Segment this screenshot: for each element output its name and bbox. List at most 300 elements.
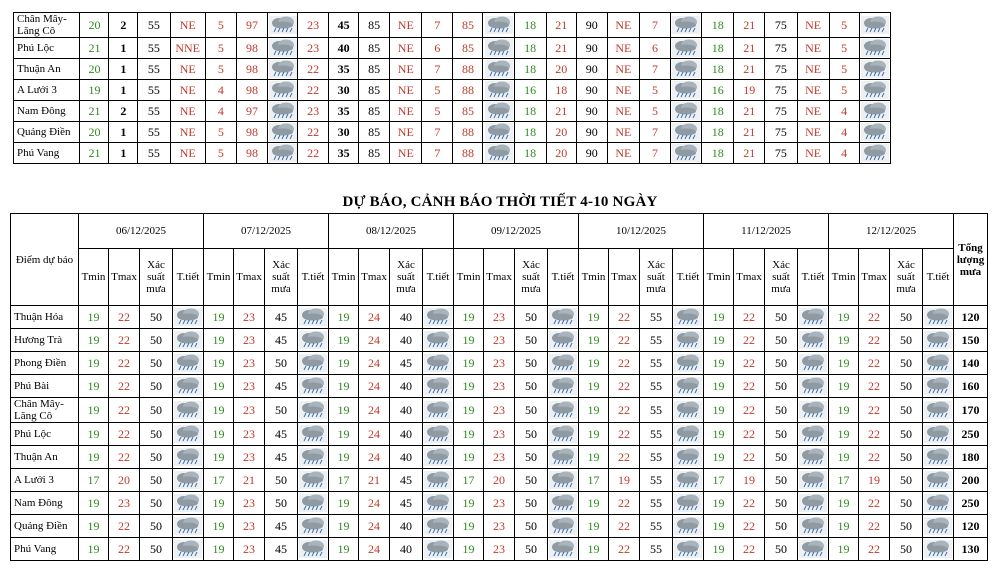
weather-icon-cell [483, 143, 514, 164]
rain-cloud-icon [269, 16, 297, 34]
rain-cloud-icon [924, 331, 952, 349]
rain-cloud-icon [485, 102, 513, 120]
weather-icon-cell [483, 13, 514, 38]
location-name: Quảng Điền [14, 122, 80, 143]
value-cell: 22 [734, 306, 765, 329]
value-cell: 24 [359, 329, 390, 352]
value-cell: 22 [298, 143, 329, 164]
rain-cloud-icon [674, 517, 702, 535]
value-cell: 85 [453, 13, 483, 38]
value-cell: 22 [734, 515, 765, 538]
sub-header: Tmin [79, 249, 109, 306]
weather-icon-cell [798, 538, 829, 561]
weather-icon-cell [859, 38, 890, 59]
sub-header: Tmax [359, 249, 390, 306]
rain-cloud-icon [861, 39, 889, 57]
value-cell: 20 [109, 469, 140, 492]
weather-icon-cell [423, 492, 454, 515]
weather-icon-cell [923, 492, 954, 515]
value-cell: NE [797, 59, 829, 80]
value-cell: 19 [204, 423, 234, 446]
value-cell: 22 [609, 306, 640, 329]
rain-cloud-icon [174, 377, 202, 395]
value-cell: 21 [734, 101, 765, 122]
weather-icon-cell [673, 469, 704, 492]
value-cell: 22 [109, 446, 140, 469]
value-cell: 50 [890, 306, 923, 329]
sub-header: Xác suất mưa [640, 249, 673, 306]
weather-icon-cell [298, 375, 329, 398]
weather-icon-cell [173, 538, 204, 561]
value-cell: 55 [138, 143, 170, 164]
value-cell: 18 [702, 13, 734, 38]
weather-icon-cell [423, 515, 454, 538]
value-cell: 22 [298, 59, 329, 80]
weather-icon-cell [923, 515, 954, 538]
value-cell: 85 [453, 38, 483, 59]
weather-icon-cell [673, 446, 704, 469]
weather-icon-cell [923, 423, 954, 446]
value-cell: 17 [329, 469, 359, 492]
value-cell: 18 [702, 122, 734, 143]
value-cell: 75 [765, 38, 797, 59]
value-cell: 55 [138, 38, 170, 59]
weather-icon-cell [173, 398, 204, 423]
weather-icon-cell [923, 538, 954, 561]
sub-header: T.tiết [423, 249, 454, 306]
value-cell: 40 [390, 329, 423, 352]
rain-cloud-icon [924, 448, 952, 466]
value-cell: 50 [765, 306, 798, 329]
value-cell: 19 [579, 446, 609, 469]
rain-cloud-icon [299, 517, 327, 535]
sub-header: T.tiết [673, 249, 704, 306]
value-cell: 17 [579, 469, 609, 492]
value-cell: 21 [359, 469, 390, 492]
value-cell: 50 [265, 469, 298, 492]
table-row [11, 446, 988, 469]
rain-cloud-icon [672, 102, 700, 120]
weather-icon-cell [423, 398, 454, 423]
weather-icon-cell [923, 398, 954, 423]
table-row [14, 13, 891, 38]
rain-cloud-icon [485, 81, 513, 99]
total-rain-cell: 130 [954, 538, 988, 561]
value-cell: 55 [640, 423, 673, 446]
value-cell: 19 [329, 329, 359, 352]
location-name: Phong Điền [11, 352, 79, 375]
value-cell: 50 [140, 375, 173, 398]
table-row [14, 59, 891, 80]
weather-icon-cell [298, 329, 329, 352]
rain-cloud-icon [174, 308, 202, 326]
value-cell: 19 [454, 492, 484, 515]
value-cell: 1 [109, 80, 138, 101]
value-cell: 7 [422, 143, 453, 164]
value-cell: 40 [390, 398, 423, 423]
value-cell: 19 [329, 492, 359, 515]
sub-header: Tmin [329, 249, 359, 306]
rain-cloud-icon [672, 16, 700, 34]
value-cell: 4 [205, 101, 236, 122]
value-cell: 50 [765, 469, 798, 492]
value-cell: 50 [265, 492, 298, 515]
value-cell: 19 [204, 515, 234, 538]
rain-cloud-icon [799, 448, 827, 466]
rain-cloud-icon [174, 471, 202, 489]
value-cell: 22 [859, 538, 890, 561]
weather-icon-cell [298, 352, 329, 375]
value-cell: 50 [515, 538, 548, 561]
value-cell: 45 [265, 423, 298, 446]
value-cell: 22 [734, 423, 765, 446]
rain-cloud-icon [424, 517, 452, 535]
value-cell: 75 [765, 122, 797, 143]
weather-icon-cell [548, 329, 579, 352]
weather-icon-cell [923, 329, 954, 352]
rain-cloud-icon [549, 425, 577, 443]
location-name: Nam Đông [14, 101, 80, 122]
sub-header: Xác suất mưa [265, 249, 298, 306]
value-cell: 88 [453, 122, 483, 143]
table-row [11, 515, 988, 538]
table-row [11, 375, 988, 398]
value-cell: 22 [109, 375, 140, 398]
weather-icon-cell [423, 306, 454, 329]
weather-icon-cell [268, 122, 298, 143]
value-cell: 19 [579, 306, 609, 329]
value-cell: 19 [79, 492, 109, 515]
value-cell: NE [797, 38, 829, 59]
value-cell: 19 [829, 446, 859, 469]
value-cell: 19 [704, 538, 734, 561]
value-cell: 40 [390, 515, 423, 538]
weather-icon-cell [268, 38, 298, 59]
value-cell: 19 [454, 306, 484, 329]
value-cell: 50 [265, 398, 298, 423]
value-cell: 19 [454, 329, 484, 352]
value-cell: 19 [79, 515, 109, 538]
value-cell: 17 [204, 469, 234, 492]
value-cell: NE [390, 38, 422, 59]
weather-icon-cell [798, 306, 829, 329]
value-cell: 21 [546, 13, 576, 38]
value-cell: 98 [236, 143, 267, 164]
date-header: 12/12/2025 [829, 214, 954, 249]
rain-cloud-icon [424, 494, 452, 512]
value-cell: 19 [80, 80, 109, 101]
value-cell: 98 [236, 59, 267, 80]
value-cell: 16 [514, 80, 546, 101]
value-cell: 45 [265, 538, 298, 561]
value-cell: 98 [236, 38, 267, 59]
value-cell: 19 [704, 306, 734, 329]
rain-cloud-icon [861, 102, 889, 120]
table-row [11, 469, 988, 492]
value-cell: 1 [109, 59, 138, 80]
value-cell: 55 [138, 101, 170, 122]
value-cell: 19 [829, 515, 859, 538]
date-header: 08/12/2025 [329, 214, 454, 249]
value-cell: 24 [359, 538, 390, 561]
value-cell: 85 [359, 38, 390, 59]
value-cell: 30 [329, 122, 359, 143]
value-cell: NE [390, 59, 422, 80]
rain-cloud-icon [674, 540, 702, 558]
value-cell: NE [170, 101, 205, 122]
rain-cloud-icon [549, 308, 577, 326]
sub-header: Tmin [704, 249, 734, 306]
value-cell: 22 [734, 329, 765, 352]
rain-cloud-icon [672, 144, 700, 162]
value-cell: 22 [734, 352, 765, 375]
value-cell: 21 [734, 38, 765, 59]
weather-icon-cell [173, 329, 204, 352]
weather-icon-cell [673, 352, 704, 375]
sub-header: Tmin [454, 249, 484, 306]
sub-header: Xác suất mưa [890, 249, 923, 306]
weather-icon-cell [671, 101, 702, 122]
value-cell: 35 [329, 59, 359, 80]
total-rain-cell: 150 [954, 329, 988, 352]
weather-icon-cell [298, 446, 329, 469]
rain-cloud-icon [174, 331, 202, 349]
rain-cloud-icon [174, 494, 202, 512]
weather-icon-cell [548, 398, 579, 423]
value-cell: 50 [890, 375, 923, 398]
value-cell: 55 [138, 59, 170, 80]
value-cell: 5 [829, 80, 859, 101]
value-cell: 22 [859, 352, 890, 375]
value-cell: 45 [265, 515, 298, 538]
value-cell: 19 [829, 352, 859, 375]
rain-cloud-icon [269, 123, 297, 141]
rain-cloud-icon [174, 354, 202, 372]
value-cell: 19 [829, 375, 859, 398]
value-cell: 19 [204, 538, 234, 561]
value-cell: 55 [640, 352, 673, 375]
rain-cloud-icon [269, 144, 297, 162]
value-cell: 55 [138, 122, 170, 143]
table-row [11, 329, 988, 352]
value-cell: 50 [515, 446, 548, 469]
weather-icon-cell [798, 352, 829, 375]
rain-cloud-icon [549, 494, 577, 512]
rain-cloud-icon [424, 471, 452, 489]
value-cell: 22 [609, 352, 640, 375]
value-cell: 22 [609, 515, 640, 538]
value-cell: 19 [454, 538, 484, 561]
weather-icon-cell [298, 538, 329, 561]
forecast-table [10, 213, 988, 561]
value-cell: 19 [204, 446, 234, 469]
value-cell: 50 [140, 306, 173, 329]
value-cell: 75 [765, 13, 797, 38]
value-cell: 19 [454, 515, 484, 538]
weather-icon-cell [423, 423, 454, 446]
value-cell: 22 [109, 352, 140, 375]
value-cell: 21 [734, 143, 765, 164]
value-cell: 23 [234, 352, 265, 375]
value-cell: 23 [234, 329, 265, 352]
value-cell: NE [390, 80, 422, 101]
value-cell: 18 [514, 59, 546, 80]
value-cell: 55 [138, 80, 170, 101]
value-cell: 20 [484, 469, 515, 492]
weather-icon-cell [483, 122, 514, 143]
location-name: Phú Lộc [14, 38, 80, 59]
value-cell: 40 [390, 375, 423, 398]
value-cell: 5 [829, 59, 859, 80]
value-cell: 22 [609, 538, 640, 561]
weather-icon-cell [423, 375, 454, 398]
value-cell: 30 [329, 80, 359, 101]
value-cell: 7 [422, 122, 453, 143]
value-cell: 88 [453, 143, 483, 164]
rain-cloud-icon [549, 354, 577, 372]
value-cell: NE [170, 13, 205, 38]
value-cell: 40 [390, 538, 423, 561]
value-cell: 50 [515, 515, 548, 538]
value-cell: 23 [234, 375, 265, 398]
value-cell: 17 [829, 469, 859, 492]
rain-cloud-icon [174, 448, 202, 466]
value-cell: 19 [829, 329, 859, 352]
rain-cloud-icon [299, 494, 327, 512]
value-cell: 19 [79, 423, 109, 446]
value-cell: 22 [109, 306, 140, 329]
value-cell: 23 [484, 515, 515, 538]
value-cell: 19 [579, 423, 609, 446]
value-cell: 50 [515, 306, 548, 329]
rain-cloud-icon [674, 331, 702, 349]
value-cell: 21 [80, 38, 109, 59]
weather-icon-cell [798, 398, 829, 423]
location-header: Điểm dự báo [11, 214, 79, 306]
value-cell: 50 [140, 515, 173, 538]
location-name: Chân Mây-Lăng Cô [14, 13, 80, 38]
value-cell: 50 [765, 329, 798, 352]
weather-icon-cell [298, 492, 329, 515]
value-cell: NE [607, 38, 639, 59]
value-cell: NE [607, 122, 639, 143]
rain-cloud-icon [485, 39, 513, 57]
value-cell: NE [607, 143, 639, 164]
value-cell: 50 [515, 423, 548, 446]
location-name: Quảng Điền [11, 515, 79, 538]
weather-icon-cell [798, 375, 829, 398]
table-row [11, 538, 988, 561]
rain-cloud-icon [424, 308, 452, 326]
weather-icon-cell [923, 306, 954, 329]
weather-icon-cell [671, 80, 702, 101]
weather-icon-cell [548, 375, 579, 398]
weather-icon-cell [483, 80, 514, 101]
value-cell: 24 [359, 423, 390, 446]
value-cell: NNE [170, 38, 205, 59]
rain-cloud-icon [924, 401, 952, 419]
value-cell: 23 [484, 423, 515, 446]
value-cell: 50 [140, 329, 173, 352]
weather-icon-cell [798, 492, 829, 515]
value-cell: 55 [640, 515, 673, 538]
value-cell: 19 [204, 492, 234, 515]
value-cell: NE [170, 59, 205, 80]
value-cell: 50 [265, 352, 298, 375]
value-cell: 23 [234, 492, 265, 515]
total-rain-cell: 120 [954, 515, 988, 538]
value-cell: 19 [454, 398, 484, 423]
value-cell: 50 [765, 538, 798, 561]
weather-icon-cell [173, 352, 204, 375]
value-cell: 19 [579, 329, 609, 352]
value-cell: 19 [329, 306, 359, 329]
rain-cloud-icon [174, 425, 202, 443]
total-rain-cell: 250 [954, 423, 988, 446]
value-cell: 18 [546, 80, 576, 101]
rain-cloud-icon [799, 494, 827, 512]
value-cell: 90 [576, 80, 607, 101]
value-cell: 7 [639, 13, 670, 38]
weather-icon-cell [173, 446, 204, 469]
value-cell: 19 [454, 446, 484, 469]
value-cell: 5 [829, 38, 859, 59]
sub-header: T.tiết [798, 249, 829, 306]
rain-cloud-icon [674, 401, 702, 419]
value-cell: 23 [234, 446, 265, 469]
value-cell: 85 [359, 143, 390, 164]
value-cell: 50 [890, 492, 923, 515]
value-cell: 21 [80, 101, 109, 122]
value-cell: 40 [390, 306, 423, 329]
rain-cloud-icon [424, 540, 452, 558]
value-cell: 23 [234, 423, 265, 446]
weather-icon-cell [859, 122, 890, 143]
rain-cloud-icon [861, 123, 889, 141]
sub-header: Tmax [484, 249, 515, 306]
rain-cloud-icon [799, 354, 827, 372]
forecast-title: DỰ BÁO, CẢNH BÁO THỜI TIẾT 4-10 NGÀY [342, 194, 658, 210]
weather-icon-cell [673, 538, 704, 561]
value-cell: 5 [639, 101, 670, 122]
weather-icon-cell [673, 398, 704, 423]
total-rain-cell: 160 [954, 375, 988, 398]
value-cell: 2 [109, 13, 138, 38]
value-cell: 97 [236, 13, 267, 38]
value-cell: NE [797, 13, 829, 38]
sub-header: T.tiết [923, 249, 954, 306]
rain-cloud-icon [799, 517, 827, 535]
weather-icon-cell [173, 306, 204, 329]
rain-cloud-icon [269, 102, 297, 120]
value-cell: 19 [704, 352, 734, 375]
value-cell: NE [797, 122, 829, 143]
value-cell: 85 [359, 80, 390, 101]
value-cell: 23 [298, 13, 329, 38]
value-cell: 6 [639, 38, 670, 59]
value-cell: 21 [546, 38, 576, 59]
weather-icon-cell [671, 38, 702, 59]
value-cell: NE [797, 80, 829, 101]
value-cell: 19 [79, 306, 109, 329]
value-cell: 55 [640, 492, 673, 515]
value-cell: 19 [204, 306, 234, 329]
rain-cloud-icon [424, 377, 452, 395]
sub-header: Xác suất mưa [515, 249, 548, 306]
rain-cloud-icon [485, 144, 513, 162]
value-cell: 19 [734, 80, 765, 101]
value-cell: 23 [234, 515, 265, 538]
